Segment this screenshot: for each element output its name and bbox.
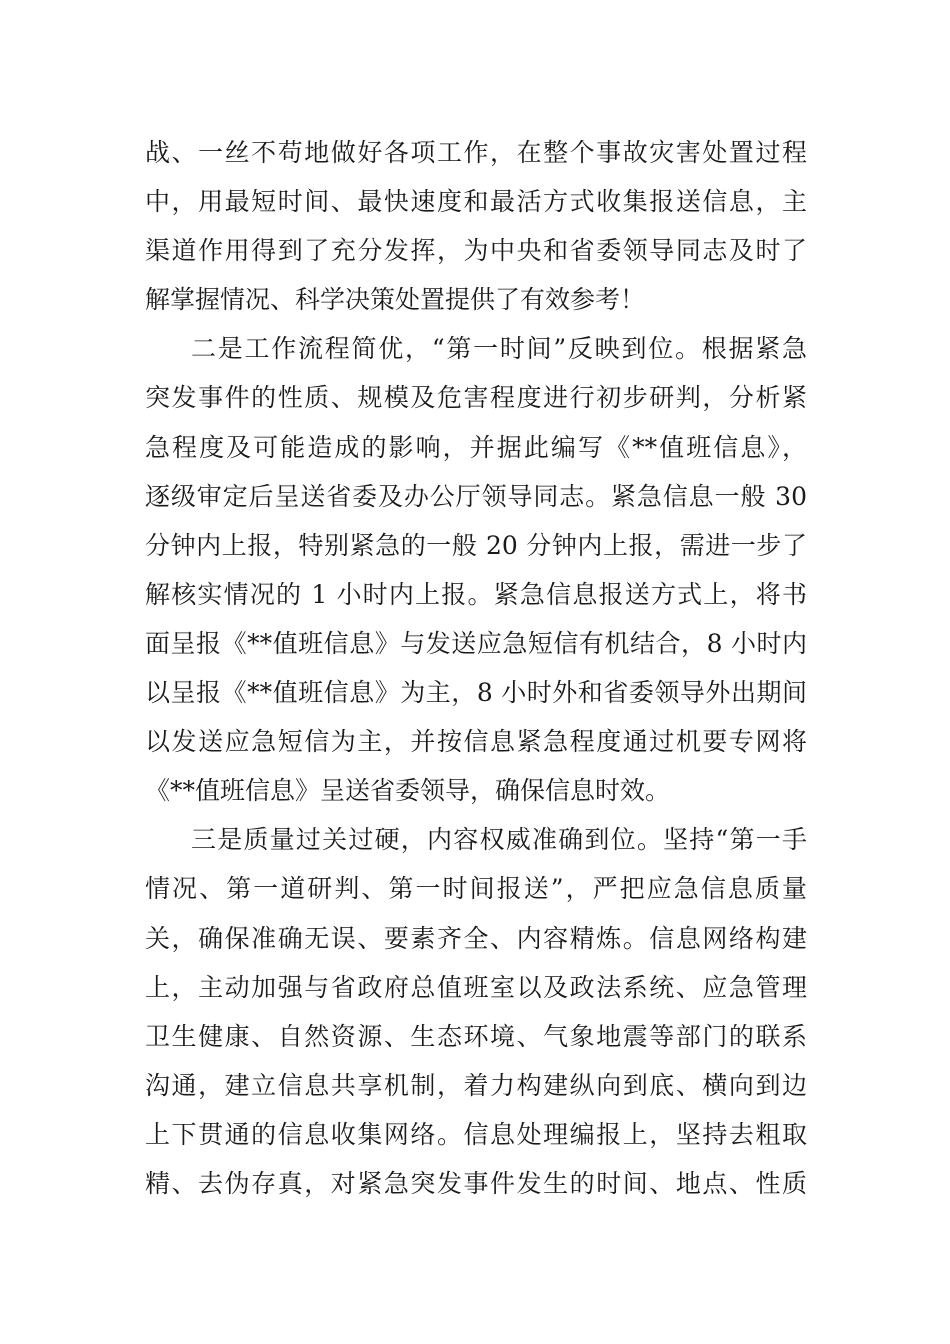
- text-line: 解核实情况的 1 小时内上报。紧急信息报送方式上，将书: [145, 579, 807, 609]
- text-line: 逐级审定后呈送省委及办公厅领导同志。紧急信息一般 30: [145, 481, 807, 511]
- text-line: 《**值班信息》呈送省委领导，确保信息时效。: [145, 776, 671, 806]
- text-line: 解掌握情况、科学决策处置提供了有效参考！: [145, 285, 646, 315]
- text-line: 以发送应急短信为主，并按信息紧急程度通过机要专网将: [145, 727, 807, 757]
- text-line: 突发事件的性质、规模及危害程度进行初步研判，分析紧: [145, 383, 807, 413]
- paragraph-quality: [145, 815, 807, 1208]
- text-line: 渠道作用得到了充分发挥，为中央和省委领导同志及时了: [145, 236, 807, 266]
- text-line: 二是工作流程简优，“第一时间”反映到位。根据紧急: [191, 334, 807, 364]
- text-line: 三是质量过关过硬，内容权威准确到位。坚持“第一手: [191, 825, 807, 855]
- text-line: 分钟内上报，特别紧急的一般 20 分钟内上报，需进一步了: [145, 530, 807, 560]
- text-line: 沟通，建立信息共享机制，着力构建纵向到底、横向到边: [145, 1070, 807, 1100]
- text-line: 精、去伪存真，对紧急突发事件发生的时间、地点、性质: [145, 1168, 807, 1198]
- text-line: 急程度及可能造成的影响，并据此编写《**值班信息》，: [145, 432, 807, 462]
- text-line: 情况、第一道研判、第一时间报送”，严把应急信息质量: [145, 874, 807, 904]
- paragraph-continuation: [145, 128, 807, 324]
- text-line: 上下贯通的信息收集网络。信息处理编报上，坚持去粗取: [145, 1119, 807, 1149]
- text-line: 中，用最短时间、最快速度和最活方式收集报送信息，主: [145, 187, 807, 217]
- text-line: 卫生健康、自然资源、生态环境、气象地震等部门的联系: [145, 1021, 807, 1051]
- paragraph-workflow: [145, 324, 807, 815]
- text-line: 关，确保准确无误、要素齐全、内容精炼。信息网络构建: [145, 923, 807, 953]
- text-line: 上，主动加强与省政府总值班室以及政法系统、应急管理: [145, 972, 807, 1002]
- text-line: 战、一丝不苟地做好各项工作，在整个事故灾害处置过程: [145, 138, 807, 167]
- text-line: 面呈报《**值班信息》与发送应急短信有机结合，8 小时内: [145, 628, 807, 658]
- document-body: [145, 128, 807, 1208]
- text-line: 以呈报《**值班信息》为主，8 小时外和省委领导外出期间: [145, 678, 807, 708]
